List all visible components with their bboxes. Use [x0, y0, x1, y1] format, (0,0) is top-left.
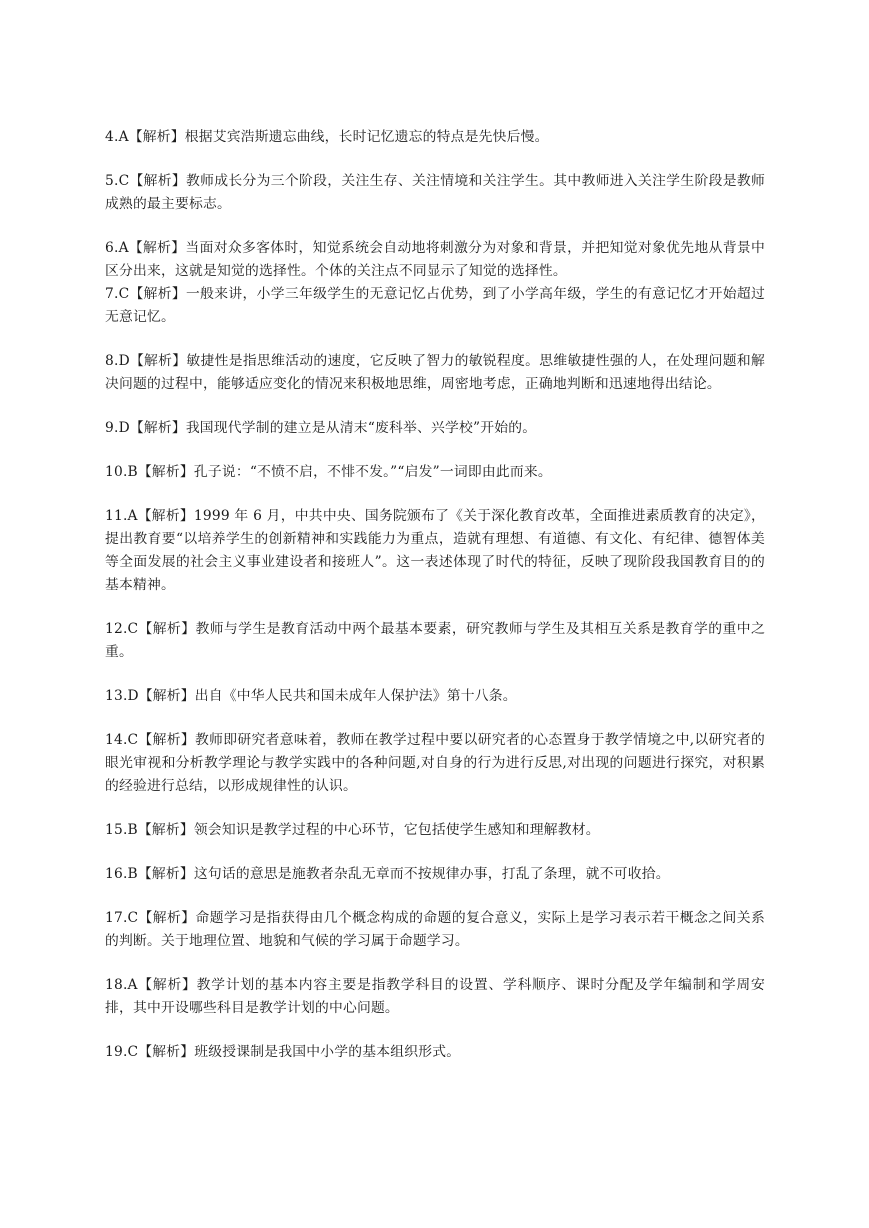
answer-4: 4.A【解析】根据艾宾浩斯遗忘曲线，长时记忆遗忘的特点是先快后慢。 — [105, 129, 549, 145]
answer-11: 11.A【解析】1999 年 6 月，中共中央、国务院颁布了《关于深化教育改革，全面推进素质教育的决定》，提出教育要“以培养学生的创新精神和实践能力为重点，造就有理想、有道德、有文化、有纪律、德智体美等全面发展的社会主义事业建设者和接班人”。这一表述体现了时代的特征，反映了现阶段我国教育目的的基本精神。 — [105, 508, 765, 593]
answer-12: 12.C【解析】教师与学生是教育活动中两个最基本要素，研究教师与学生及其相互关系是教育学的重中之重。 — [105, 621, 765, 660]
answer-15: 15.B【解析】领会知识是教学过程的中心环节，它包括使学生感知和理解教材。 — [105, 822, 600, 838]
answer-5: 5.C【解析】教师成长分为三个阶段，关注生存、关注情境和关注学生。其中教师进入关注学生阶段是教师成熟的最主要标志。 — [105, 173, 765, 212]
answer-10: 10.B【解析】孔子说：“不愤不启，不悱不发。”“启发”一词即由此而来。 — [105, 464, 552, 480]
answer-17: 17.C【解析】命题学习是指获得由几个概念构成的命题的复合意义，实际上是学习表示若干概念之间关系的判断。关于地理位置、地貌和气候的学习属于命题学习。 — [105, 910, 765, 949]
answer-18: 18.A【解析】教学计划的基本内容主要是指教学科目的设置、学科顺序、课时分配及学年编制和学周安排，其中开设哪些科目是教学计划的中心问题。 — [105, 977, 765, 1016]
answer-9: 9.D【解析】我国现代学制的建立是从清末“废科举、兴学校”开始的。 — [105, 420, 537, 436]
answer-6: 6.A【解析】当面对众多客体时，知觉系统会自动地将刺激分为对象和背景，并把知觉对象优先地从背景中区分出来，这就是知觉的选择性。个体的关注点不同显示了知觉的选择性。 — [105, 240, 765, 279]
answer-14: 14.C【解析】教师即研究者意味着，教师在教学过程中要以研究者的心态置身于教学情境之中,以研究者的眼光审视和分析教学理论与教学实践中的各种问题,对自身的行为进行反思,对出现的问题进行探究，对积累的经验进行总结，以形成规律性的认识。 — [105, 732, 765, 794]
answer-19: 19.C【解析】班级授课制是我国中小学的基本组织形式。 — [105, 1044, 461, 1060]
answer-explanations — [105, 126, 765, 1085]
answer-13: 13.D【解析】出自《中华人民共和国未成年人保护法》第十八条。 — [105, 688, 517, 704]
answer-8: 8.D【解析】敏捷性是指思维活动的速度，它反映了智力的敏锐程度。思维敏捷性强的人，在处理问题和解决问题的过程中，能够适应变化的情况来积极地思维，周密地考虑，正确地判断和迅速地得出结论。 — [105, 353, 765, 392]
answer-7: 7.C【解析】一般来讲，小学三年级学生的无意记忆占优势，到了小学高年级，学生的有意记忆才开始超过无意记忆。 — [105, 286, 765, 325]
answer-16: 16.B【解析】这句话的意思是施教者杂乱无章而不按规律办事，打乱了条理，就不可收拾。 — [105, 866, 670, 882]
